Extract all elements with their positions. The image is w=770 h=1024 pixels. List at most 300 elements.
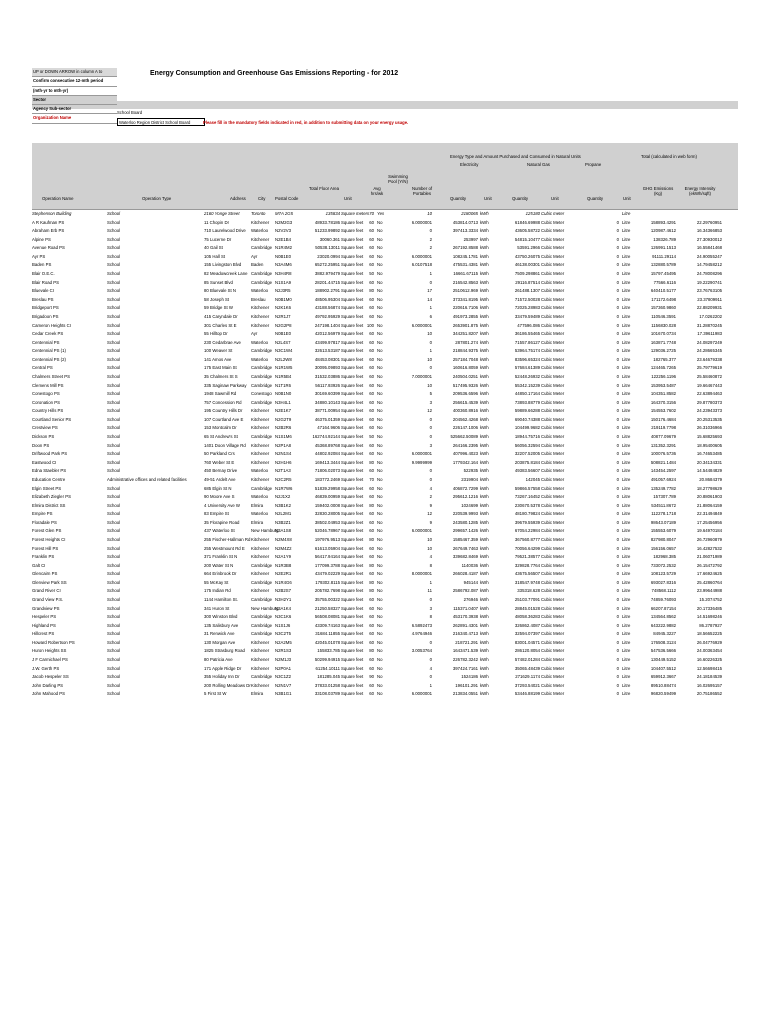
cell: 20.75186552	[696, 691, 722, 697]
cell: 89510.88474	[650, 682, 676, 688]
cell: 355 Holiday Inn Dr	[204, 674, 240, 680]
cell: 60	[369, 614, 374, 620]
cell: N2L2M1	[275, 511, 292, 517]
cell: 49-51 Ardelt Ave	[204, 476, 236, 482]
cell: kWh	[480, 262, 489, 268]
cell: 32613.53187	[314, 348, 340, 354]
cell: kWh	[480, 331, 489, 337]
cell: School	[107, 554, 121, 560]
cell: 196101.291	[455, 682, 478, 688]
cell: Cambridge	[251, 614, 273, 620]
cell: Litre	[622, 288, 631, 294]
cell: 0	[616, 228, 619, 234]
cell: 266028.4187	[452, 571, 478, 577]
cell: 60	[369, 442, 374, 448]
cell: 34880.10143	[314, 399, 340, 405]
cell: 255 Westmount Rd E	[204, 545, 245, 551]
cell: 60	[369, 348, 374, 354]
cell: Square feet	[341, 519, 364, 525]
cell: Litre	[622, 331, 631, 337]
cell: Cubic Meter	[541, 657, 565, 663]
cell: 262891.4301	[452, 622, 478, 628]
cell: 129036.2725	[650, 348, 676, 354]
table-row	[32, 613, 738, 622]
cell: 57684.61389	[514, 365, 540, 371]
cell: Litre	[622, 322, 631, 328]
cell: 0	[429, 339, 432, 345]
cell: Square feet	[341, 605, 364, 611]
cell: 105 Hall St	[204, 253, 226, 259]
cell: kWh	[480, 408, 489, 414]
energy-type-group: Energy Type and Amount Purchased and Consumed in Natural Units	[450, 154, 581, 159]
cell: Square feet	[341, 631, 364, 637]
cell: 0	[429, 476, 432, 482]
cell: Cambridge	[251, 348, 273, 354]
cell: 24.08297249	[696, 339, 722, 345]
cell: 1144 Hamilton St.	[204, 597, 238, 603]
cell: 0	[616, 691, 619, 697]
cell: Litre	[622, 219, 631, 225]
cell: Kitchener	[251, 476, 270, 482]
cell: 508821.1484	[650, 459, 676, 465]
cell: 14	[427, 296, 432, 302]
cell: 3	[429, 399, 432, 405]
cell: 150176.4684	[650, 416, 676, 422]
cell: 400360.8916	[452, 408, 478, 414]
cell: 0	[429, 468, 432, 474]
cell: Cubic Meter	[541, 313, 565, 319]
cell: N1R7W6	[275, 485, 293, 491]
cell: N2G2P8	[275, 322, 292, 328]
cell: No	[377, 519, 383, 525]
cell: No	[377, 502, 383, 508]
cell: N3B2Z1	[275, 519, 291, 525]
cell: 1825 Strasburg Road	[204, 648, 245, 654]
cell: Square feet	[341, 485, 364, 491]
cell: Cubic Meter	[541, 588, 565, 594]
cell: 220539.9993	[452, 511, 478, 517]
cell: Cubic Meter	[541, 579, 565, 585]
table-row	[32, 467, 738, 476]
cell: 60	[369, 494, 374, 500]
table-row	[32, 630, 738, 639]
cell: 0	[616, 279, 619, 285]
table-row	[32, 622, 738, 631]
cell: Cambridge	[251, 579, 273, 585]
cell: Edna Staebler PS	[32, 468, 67, 474]
cell: Litre	[622, 554, 631, 560]
cell: 31.28870245	[696, 322, 722, 328]
cell: 14.79458212	[696, 262, 722, 268]
cell: 156156.0657	[650, 545, 676, 551]
cell: 22.29760951	[696, 219, 722, 225]
cell: Bridgeport PS	[32, 305, 59, 311]
cell: J F Carmichael PS	[32, 657, 68, 663]
cell: 80	[369, 288, 374, 294]
cell: Waterloo	[251, 228, 269, 234]
cell: Central PS	[32, 365, 53, 371]
cell: Highland PS	[32, 622, 56, 628]
cell: Kitchener	[251, 545, 270, 551]
cell: Cubic Meter	[541, 519, 565, 525]
cell: 60	[369, 399, 374, 405]
cell: No	[377, 382, 383, 388]
cell: 17.66924625	[696, 571, 722, 577]
cell: Square feet	[341, 399, 364, 405]
cell: 2653901.875	[452, 322, 478, 328]
cell: 73893.88779	[514, 399, 540, 405]
cell: 122256.1196	[651, 373, 676, 379]
cell: No	[377, 262, 383, 268]
cell: Litre	[622, 562, 631, 568]
cell: Kitchener	[251, 442, 270, 448]
cell: Forest Hill PS	[32, 545, 59, 551]
cell: N2M4Z2	[275, 545, 292, 551]
cell: 477596.086	[517, 322, 540, 328]
cell: 108123.5729	[650, 571, 676, 577]
cell: N2P1A8	[275, 442, 292, 448]
cell: 60	[369, 682, 374, 688]
cell: Litre	[622, 373, 631, 379]
cell: Breslau PS	[32, 296, 54, 302]
cell: 230 Cedarbrae Ave	[204, 339, 241, 345]
cell: No	[377, 528, 383, 534]
cell: 491057.6924	[650, 476, 676, 482]
cell: kWh	[480, 391, 489, 397]
cell: 1585467.359	[452, 536, 478, 542]
cell: 0	[616, 657, 619, 663]
cell: Square feet	[341, 511, 364, 517]
cell: Kitchener	[251, 657, 270, 663]
cell: 6.0000001	[411, 219, 432, 225]
cell: Elmira	[251, 502, 264, 508]
cell: 0	[429, 639, 432, 645]
cell: Kitchener	[251, 313, 270, 319]
cell: Square feet	[341, 425, 364, 431]
cell: Abraham Erb PS	[32, 228, 65, 234]
table-row	[32, 261, 738, 270]
cell: N2L4S7	[275, 339, 291, 345]
cell: N0B1E0	[275, 253, 292, 259]
cell: 219119.7798	[651, 425, 676, 431]
cell: No	[377, 434, 383, 440]
cell: 3882.979479	[314, 271, 340, 277]
cell: Cubic Meter	[541, 253, 565, 259]
cell: N1R1W5	[275, 365, 293, 371]
cell: 60	[369, 545, 374, 551]
cell: No	[377, 674, 383, 680]
cell: No	[377, 597, 383, 603]
cell: 163871.7748	[650, 339, 676, 345]
cell: No	[377, 425, 383, 431]
cell: Litre	[622, 485, 631, 491]
cell: Forest Heights CI	[32, 536, 66, 542]
cell: 0	[616, 545, 619, 551]
cell: 21.88064159	[696, 502, 722, 508]
table-row	[32, 364, 738, 373]
cell: Hillcrest PS	[32, 631, 55, 637]
cell: 685 Elgin St N	[204, 485, 232, 491]
cell: Litre	[622, 682, 631, 688]
cell: kWh	[480, 305, 489, 311]
cell: 4	[429, 554, 432, 560]
cell: 0	[616, 245, 619, 251]
table-row	[32, 690, 738, 699]
table-row	[32, 450, 738, 459]
cell: Square feet	[341, 562, 364, 568]
cell: 2	[429, 236, 432, 242]
cell: 0	[616, 468, 619, 474]
cell: 158893.4291	[650, 219, 676, 225]
cell: Square feet	[341, 536, 364, 542]
cell: kWh	[480, 296, 489, 302]
cell: Litre	[622, 416, 631, 422]
cell: 0	[616, 356, 619, 362]
cell: Cubic Meter	[541, 408, 565, 414]
cell: 101670.0734	[650, 331, 676, 337]
cell: 22.31494849	[696, 511, 722, 517]
cell: 130449.5152	[650, 657, 676, 663]
cell: 37833.01258	[314, 682, 340, 688]
cell: 38771.00954	[314, 408, 340, 414]
cell: No	[377, 691, 383, 697]
cell: 21.06071989	[696, 554, 722, 560]
cell: Cubic Meter	[541, 425, 565, 431]
table-row	[32, 502, 738, 511]
col-ghg: GHG Emissions (Kg)	[642, 186, 674, 196]
cell: 367560.8777	[514, 536, 540, 542]
cell: 143454.2597	[650, 468, 676, 474]
cell: 216542.8563	[452, 279, 478, 285]
cell: 525662.50089	[450, 434, 478, 440]
cell: Clemens Mill PS	[32, 382, 64, 388]
cell: 60	[369, 262, 374, 268]
cell: Square feet	[341, 434, 364, 440]
cell: School	[107, 459, 121, 465]
cell: Cubic Meter	[541, 511, 565, 517]
data-rows	[32, 210, 738, 699]
cell: 38502.04953	[314, 519, 340, 525]
cell: School	[107, 356, 121, 362]
cell: 56117.93926	[315, 382, 340, 388]
cell: 85 Sunset Blvd	[204, 279, 233, 285]
cell: 31 Renwick Ave	[204, 631, 235, 637]
cell: 693027.8316	[650, 579, 676, 585]
cell: Stephenson Building	[32, 211, 72, 216]
cell: Eastwood CI	[32, 459, 57, 465]
cell: 37293.54021	[514, 682, 540, 688]
cell: School	[107, 382, 121, 388]
cell: Cubic Meter	[541, 545, 565, 551]
cell: 203875.8184	[514, 459, 540, 465]
cell: 0	[616, 605, 619, 611]
cell: Square feet	[341, 545, 364, 551]
cell: School	[107, 279, 121, 285]
cell: 371 Franklin St N	[204, 554, 238, 560]
cell: Square feet	[341, 288, 364, 294]
cell: 286120.8054	[514, 648, 540, 654]
cell: 23.99644988	[696, 588, 722, 594]
cell: 10	[427, 211, 432, 216]
cell: School	[107, 348, 121, 354]
cell: Waterloo	[251, 288, 269, 294]
cell: 175 Indian Rd	[204, 588, 231, 594]
cell: Kitchener	[251, 425, 270, 431]
cell: kWh	[480, 468, 489, 474]
org-name-field[interactable]: Waterloo Region District School Board	[117, 118, 205, 126]
cell: 326862.4087	[514, 622, 540, 628]
cell: Square feet	[341, 502, 364, 508]
cell: School	[107, 691, 121, 697]
cell: kWh	[480, 373, 489, 379]
electricity-group: Electricity	[460, 162, 479, 167]
cell: N2H1H6	[275, 459, 292, 465]
col-operation-name: Operation Name	[42, 196, 74, 201]
cell: Litre	[622, 305, 631, 311]
cell: N2N1S4	[275, 451, 292, 457]
cell: Bluevale CI	[32, 288, 54, 294]
cell: 100	[366, 322, 374, 328]
cell: School	[107, 536, 121, 542]
cell: 0	[429, 674, 432, 680]
cell: 0	[616, 288, 619, 294]
cell: Kitchener	[251, 639, 270, 645]
cell: 56417.94164	[314, 554, 340, 560]
cell: 243580.1285	[452, 519, 478, 525]
cell: Cambridge	[251, 399, 273, 405]
col-area: Total Floor Area	[308, 186, 340, 191]
cell: kWh	[480, 691, 489, 697]
table-row	[32, 553, 738, 562]
cell: 15.68825693	[696, 434, 722, 440]
cell: 60	[369, 657, 374, 663]
cell: kWh	[480, 485, 489, 491]
cell: No	[377, 399, 383, 405]
cell: School	[107, 219, 121, 225]
cell: N3C1W4	[275, 348, 293, 354]
cell: Cubic Meter	[541, 373, 565, 379]
cell: N3B1K2	[275, 502, 292, 508]
cell: 188902.2791	[314, 288, 340, 294]
cell: School	[107, 622, 121, 628]
cell: 56508.08081	[314, 614, 340, 620]
cell: 0	[616, 622, 619, 628]
cell: 46138.00301	[514, 262, 540, 268]
cell: kWh	[480, 425, 489, 431]
cell: 60	[369, 339, 374, 345]
cell: No	[377, 451, 383, 457]
cell: School	[107, 416, 121, 422]
cell: 0	[429, 434, 432, 440]
cell: Litre	[622, 476, 631, 482]
cell: Cubic Meter	[541, 288, 565, 294]
cell: 60	[369, 356, 374, 362]
cell: 397413.3334	[452, 228, 478, 234]
cell: 437 Waterloo St	[204, 528, 235, 534]
cell: Cubic Meter	[541, 271, 565, 277]
cell: 0	[616, 296, 619, 302]
cell: 43605.58722	[514, 228, 540, 234]
cell: N3C2T5	[275, 631, 292, 637]
cell: N3C1Z2	[275, 674, 292, 680]
cell: Ayr PS	[32, 253, 46, 259]
cell: kWh	[480, 228, 489, 234]
cell: 24.18184539	[696, 674, 722, 680]
cell: 80 Bluevale St N	[204, 288, 237, 294]
cell: School	[107, 271, 121, 277]
cell: Toronto	[251, 211, 266, 216]
cell: 90 Moore Ave S	[204, 494, 235, 500]
cell: 2	[429, 494, 432, 500]
cell: Litre	[622, 597, 631, 603]
cell: No	[377, 476, 383, 482]
cell: kWh	[480, 562, 489, 568]
cell: Cubic Meter	[541, 639, 565, 645]
col-operation-type: Operation Type	[142, 196, 172, 201]
cell: Grand River CI	[32, 588, 61, 594]
cell: N3H4R8	[275, 271, 292, 277]
cell: 453170.3938	[452, 614, 478, 620]
natural-gas-group: Natural Gas	[527, 162, 550, 167]
cell: 209536.6596	[452, 391, 478, 397]
table-row	[32, 639, 738, 648]
cell: 0	[429, 416, 432, 422]
cell: Cubic Meter	[541, 682, 565, 688]
cell: 11 Chopin Dr	[204, 219, 229, 225]
cell: 24.78008296	[696, 271, 722, 277]
cell: kWh	[480, 288, 489, 294]
cell: 25.58460872	[696, 373, 722, 379]
cell: School	[107, 631, 121, 637]
cell: School	[107, 674, 121, 680]
table-row	[32, 253, 738, 262]
cell: 406872.7299	[452, 485, 478, 491]
cell: 98643.07189	[650, 519, 676, 525]
cell: 120987.4612	[650, 228, 676, 234]
cell: 15797.45495	[650, 271, 676, 277]
cell: 0	[616, 639, 619, 645]
cell: 0	[616, 631, 619, 637]
cell: Square feet	[341, 373, 364, 379]
cell: Square feet	[341, 476, 364, 482]
cell: 19.66467443	[696, 382, 722, 388]
cell: Litre	[622, 262, 631, 268]
cell: Square feet	[341, 416, 364, 422]
cell: No	[377, 631, 383, 637]
table-row	[32, 382, 738, 391]
cell: 70056.64299	[514, 545, 540, 551]
cell: Kitchener	[251, 588, 270, 594]
cell: N2G2T9	[275, 416, 292, 422]
cell: Square feet	[341, 408, 364, 414]
cell: Square feet	[341, 365, 364, 371]
cell: Kitchener	[251, 536, 270, 542]
cell: Square feet	[341, 657, 364, 663]
cell: 6.5892473	[411, 622, 432, 628]
col-elec-unit: Unit	[484, 196, 492, 201]
cell: Litre	[622, 408, 631, 414]
cell: School	[107, 228, 121, 234]
cell: Cubic Meter	[541, 296, 565, 302]
cell: 218844.9375	[452, 348, 478, 354]
cell: 26.72960879	[696, 536, 722, 542]
cell: Litre	[622, 536, 631, 542]
cell: 49792.95929	[314, 313, 340, 319]
table-row	[32, 407, 738, 416]
cell: 83 Empire St	[204, 511, 229, 517]
cell: 1401 Doon Village Rd	[204, 442, 246, 448]
cell: Litre	[622, 425, 631, 431]
